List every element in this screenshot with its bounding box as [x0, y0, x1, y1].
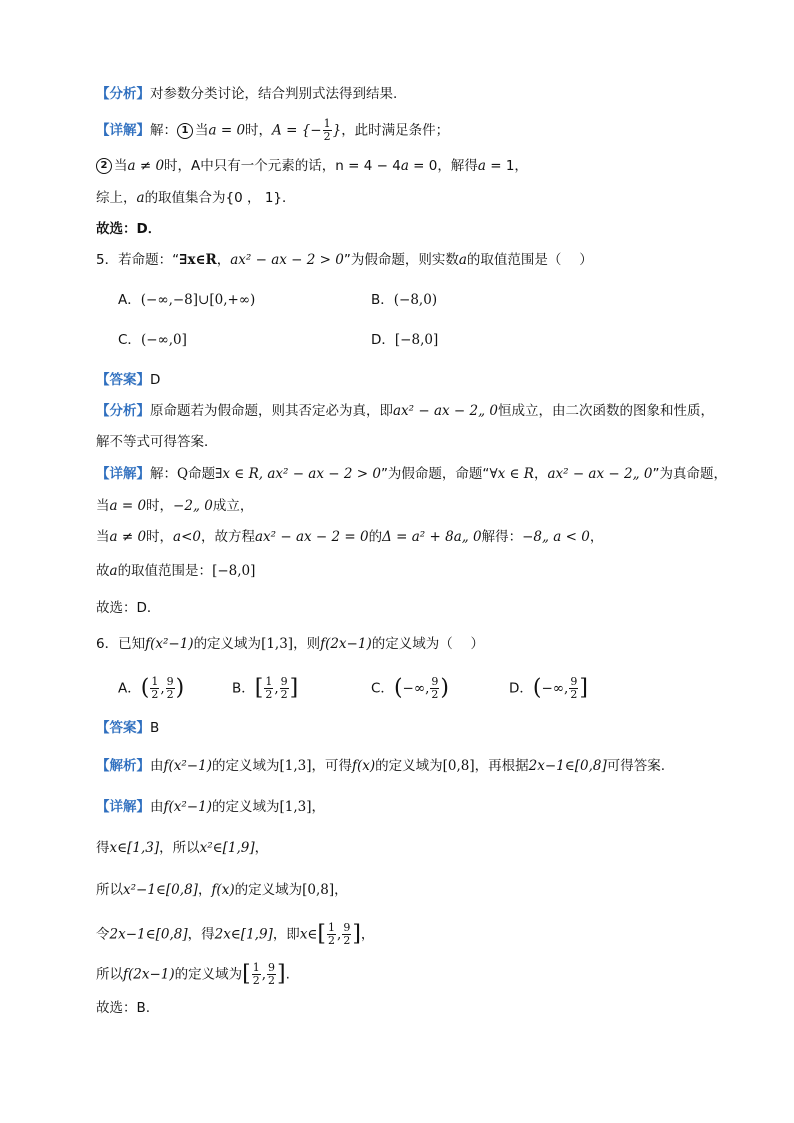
q4-case2-math-f: a: [477, 158, 486, 174]
q4-analysis-text: 对参数分类讨论，结合判别式法得到结果.: [150, 86, 398, 102]
fraction: [267, 962, 276, 987]
q4-case2-math-b: a ≠ 0: [127, 158, 165, 174]
q5-an0-f: ax² − ax − 2 = 0: [255, 529, 369, 545]
q6-stem-a: 6．已知: [96, 636, 146, 652]
option-fraction-1: [264, 676, 273, 701]
q4-case1-set-close: }: [332, 122, 342, 139]
option-bracket-right: ]: [289, 675, 299, 701]
q6-jiexi-b: f(x²−1): [163, 758, 212, 774]
q5-stem-g: 的取值范围是（ ）: [466, 252, 593, 268]
q6-d1-a: 由: [150, 799, 164, 815]
q5-a0-e: 成立，: [212, 498, 254, 514]
q6-d1-b: f(x²−1): [163, 799, 212, 815]
q6-d3-d: f(x): [211, 882, 235, 898]
q6-stem-h: (2x−1): [325, 636, 372, 652]
option-label: D．: [371, 332, 395, 348]
option-fraction-2: [280, 676, 289, 701]
option-bracket-left: [: [254, 675, 264, 701]
bracket-left: [: [317, 921, 327, 947]
q6-stem: [96, 634, 484, 654]
option-separator: ,: [274, 680, 279, 697]
fraction-numerator: 9: [343, 921, 351, 934]
comma: ,: [261, 966, 267, 983]
q5-detail-g: ，: [533, 466, 548, 482]
q5-range-line: [96, 561, 255, 581]
q5-a0-a: 当: [96, 498, 110, 514]
q5-detail-line-2: [96, 496, 253, 516]
q6-d4-g: ，: [360, 926, 375, 943]
q4-summary-b: a: [136, 190, 145, 206]
q6-d3-e: 的定义域为: [234, 882, 303, 898]
q5-a0-d: −2„ 0: [173, 498, 213, 514]
q5-answer-value: D: [150, 372, 161, 388]
q4-detail-line-1: [96, 118, 449, 143]
q5-an0-j: −8„ a < 0: [522, 529, 590, 545]
bracket-right: ]: [352, 921, 361, 947]
option-fraction-2: [430, 676, 439, 701]
q6-jiexi-line: [96, 756, 665, 776]
q5-stem-b: ∃x∈R: [179, 252, 217, 268]
q5-an0-g: 的: [368, 529, 383, 545]
q5-analysis-a: 原命题若为假命题，则其否定必为真，即: [150, 403, 393, 419]
comma: ,: [337, 926, 342, 943]
fraction-numerator: 9: [268, 961, 276, 974]
q6-detail-line-5: [96, 962, 290, 987]
q5-detail-a: 解：: [150, 466, 177, 482]
q5-an0-e: ，故方程: [201, 529, 255, 545]
q6-option-c[interactable]: [371, 676, 449, 701]
fraction-numerator: 9: [166, 675, 174, 688]
q6-stem-c: (x²−1): [150, 636, 194, 652]
q6-stem-f: ，则: [293, 636, 321, 652]
q6-d3-c: ，: [197, 882, 212, 898]
q5-stem-c: ，: [216, 252, 231, 268]
option-prefix: −∞,: [541, 680, 569, 697]
q5-detail-line-3: [96, 527, 603, 547]
q6-stem-g: f: [320, 636, 326, 652]
q4-case1-fraction: [323, 118, 332, 143]
q6-stem-b: f: [145, 636, 151, 652]
option-bracket-right: ]: [579, 675, 588, 701]
analysis-tag: 【分析】: [96, 86, 150, 102]
q6-detail-line-3: [96, 880, 348, 900]
q5-range-b: a: [109, 563, 118, 579]
q6-option-a[interactable]: [118, 676, 184, 701]
option-label: B．: [371, 292, 394, 308]
detail-tag: 【详解】: [96, 799, 150, 815]
q4-case1-text-a: 当: [195, 122, 209, 139]
q6-stem-d: 的定义域为: [193, 636, 262, 652]
q4-case1-text-c: 时，: [245, 122, 273, 139]
q6-d4-c: ，得: [187, 926, 215, 943]
q6-jiexi-j: 2x−1∈[0,8]: [528, 758, 607, 774]
detail-tag: 【详解】: [96, 122, 150, 139]
q4-choose: 故选：D．: [96, 221, 162, 237]
q6-d2-e: ，: [254, 840, 269, 856]
q4-case2-text-g: = 1，: [485, 158, 528, 174]
q6-jiexi-k: 可得答案.: [606, 758, 666, 774]
q5-range-a: 故: [96, 563, 110, 579]
fraction-numerator: 1: [252, 961, 260, 974]
q5-stem-d: ax² − ax − 2 > 0: [230, 252, 344, 268]
q6-detail-line-4: [96, 922, 374, 947]
q5-analysis-b: ax² − ax − 2„ 0: [393, 403, 498, 419]
jiexi-tag: 【解析】: [96, 758, 150, 774]
q4-detail-intro: 解：: [150, 122, 177, 139]
fraction-denominator: 2: [343, 934, 351, 947]
q5-detail-d: ∃x ∈ R, ax² − ax − 2 > 0: [215, 466, 381, 482]
q6-d2-a: 得: [96, 840, 110, 856]
fraction-denominator: 2: [265, 688, 273, 701]
q4-case2-text-c: 时，A中只有一个元素的话，n = 4 − 4: [164, 158, 401, 174]
q4-summary-line: [96, 188, 296, 208]
fraction-numerator: 9: [280, 675, 288, 688]
q6-d3-b: x²−1∈[0,8]: [123, 882, 198, 898]
bracket-left: [: [242, 961, 251, 987]
option-bracket-right: ): [440, 675, 449, 701]
option-fraction-2: [569, 676, 578, 701]
q6-jiexi-e: ，可得: [311, 758, 352, 774]
q6-d1-d: [1,3]: [279, 799, 312, 815]
q6-jiexi-f: f(x): [351, 758, 376, 774]
q6-choose: 故选：B.: [96, 1000, 151, 1016]
q5-option-c[interactable]: [118, 330, 187, 350]
q6-jiexi-g: 的定义域为: [375, 758, 443, 774]
q5-detail-i: ”为真命题，: [652, 466, 727, 482]
q6-detail-line-2: [96, 838, 268, 858]
q6-d2-b: x∈[1,3]: [109, 840, 160, 856]
q6-jiexi-c: 的定义域为: [211, 758, 280, 774]
option-bracket-left: (: [140, 675, 150, 701]
q5-stem: [96, 250, 593, 270]
fraction-denominator: 2: [323, 130, 331, 143]
answer-tag: 【答案】: [96, 372, 150, 388]
q5-detail-line-1: [96, 464, 727, 484]
option-prefix: −∞,: [402, 680, 430, 697]
option-label: A．: [118, 680, 141, 697]
q5-an0-d: a<0: [173, 529, 201, 545]
q5-detail-c: 命题: [188, 466, 216, 482]
q6-d4-a: 令: [96, 926, 110, 943]
q5-detail-b: Q: [177, 466, 189, 482]
q6-d5-a: 所以: [96, 966, 123, 983]
analysis-tag: 【分析】: [96, 403, 150, 419]
option-fraction-1: [150, 676, 159, 701]
q6-d2-c: ，所以: [159, 840, 200, 856]
q5-option-a[interactable]: [118, 290, 255, 310]
q4-detail-line-2: [96, 156, 528, 176]
q6-jiexi-a: 由: [150, 758, 164, 774]
q6-d1-e: ，: [311, 799, 325, 815]
detail-tag: 【详解】: [96, 466, 150, 482]
q4-summary-a: 综上，: [96, 190, 137, 206]
q4-case1-math-a: a = 0: [208, 122, 246, 139]
q6-d4-f: x∈: [299, 926, 318, 943]
fraction-denominator: 2: [252, 974, 260, 987]
fraction-numerator: 1: [265, 675, 273, 688]
q4-case1-set-open: A = {−: [272, 122, 322, 139]
q5-analysis-line-2: 解不等式可得答案．: [96, 434, 218, 450]
q4-case1-text-f: ，此时满足条件；: [341, 122, 450, 139]
fraction-denominator: 2: [328, 934, 336, 947]
fraction: [252, 962, 261, 987]
q6-d3-f: [0,8]: [302, 882, 335, 898]
q6-d2-d: x²∈[1,9]: [199, 840, 255, 856]
fraction-numerator: 9: [570, 675, 578, 688]
option-value: (−∞,0]: [140, 332, 187, 348]
option-fraction-2: [166, 676, 175, 701]
option-bracket-right: ): [175, 675, 185, 701]
q6-d4-b: 2x−1∈[0,8]: [109, 926, 188, 943]
option-bracket-left: (: [532, 675, 542, 701]
fraction: [342, 922, 351, 947]
q6-d3-g: ，: [334, 882, 348, 898]
circled-number-2: 2: [96, 158, 112, 174]
q5-stem-e: ”为假命题，则实数: [343, 252, 459, 268]
option-label: C．: [118, 332, 141, 348]
q6-jiexi-h: [0,8]: [442, 758, 475, 774]
q6-jiexi-d: [1,3]: [279, 758, 312, 774]
q5-option-b[interactable]: [371, 290, 437, 310]
option-value: [−8,0]: [394, 332, 439, 348]
q4-case2-text-e: = 0，解得: [408, 158, 478, 174]
q6-answer-line: [96, 718, 159, 738]
fraction-numerator: 1: [151, 675, 159, 688]
fraction-denominator: 2: [431, 688, 439, 701]
fraction-numerator: 1: [323, 117, 331, 130]
q5-detail-h: ax² − ax − 2„ 0: [547, 466, 653, 482]
q5-answer-line: [96, 370, 160, 390]
q4-analysis-line: [96, 84, 397, 104]
q5-range-d: [−8,0]: [212, 563, 256, 579]
fraction-numerator: 9: [431, 675, 439, 688]
option-bracket-left: (: [393, 675, 403, 701]
answer-tag: 【答案】: [96, 720, 150, 736]
q5-stem-f: a: [458, 252, 467, 268]
fraction-numerator: 1: [328, 921, 336, 934]
option-label: D．: [509, 680, 533, 697]
q6-stem-e: [1,3]: [261, 636, 294, 652]
fraction-denominator: 2: [570, 688, 578, 701]
option-separator: ,: [160, 680, 165, 697]
q6-d3-a: 所以: [96, 882, 123, 898]
q6-jiexi-i: ，再根据: [474, 758, 529, 774]
q5-an0-a: 当: [96, 529, 110, 545]
q5-analysis-line-1: [96, 401, 714, 421]
fraction: [327, 922, 336, 947]
q4-case2-text-a: 当: [114, 158, 128, 174]
q5-a0-b: a = 0: [109, 498, 147, 514]
q5-stem-a: 5．若命题：“: [96, 252, 180, 268]
q6-option-d[interactable]: [509, 676, 588, 701]
q5-an0-i: 解得：: [481, 529, 523, 545]
fraction-denominator: 2: [166, 688, 174, 701]
fraction-denominator: 2: [280, 688, 288, 701]
q6-d5-b: f(2x−1): [123, 966, 175, 983]
option-value: (−∞,−8]∪[0,+∞): [140, 292, 256, 308]
bracket-right: ]: [277, 961, 286, 987]
q6-d4-d: 2x∈[1,9]: [214, 926, 273, 943]
q5-an0-b: a ≠ 0: [109, 529, 147, 545]
q4-case2-math-d: a: [400, 158, 409, 174]
option-label: C．: [371, 680, 394, 697]
q4-summary-c: 的取值集合为{0 ， 1}．: [144, 190, 296, 206]
q5-analysis-c: 恒成立，由二次函数的图象和性质，: [498, 403, 714, 419]
q6-d4-e: ，即: [272, 926, 300, 943]
fraction-denominator: 2: [151, 688, 159, 701]
q6-d5-d: .: [285, 966, 290, 983]
q6-d1-c: 的定义域为: [211, 799, 280, 815]
q6-answer-value: B: [150, 720, 160, 736]
fraction-denominator: 2: [268, 974, 276, 987]
q5-detail-e: ”为假命题，命题“: [380, 466, 490, 482]
option-value: (−8,0): [393, 292, 438, 308]
q5-an0-k: ，: [589, 529, 604, 545]
q6-option-b[interactable]: [232, 676, 298, 701]
q5-a0-c: 时，: [146, 498, 174, 514]
q5-an0-c: 时，: [146, 529, 174, 545]
q5-an0-h: Δ = a² + 8a„ 0: [382, 529, 482, 545]
q5-option-d[interactable]: [371, 330, 438, 350]
q5-choose: 故选：D．: [96, 600, 161, 616]
q6-stem-i: 的定义域为（ ）: [371, 636, 485, 652]
q5-range-c: 的取值范围是：: [117, 563, 213, 579]
q6-detail-line-1: [96, 797, 325, 817]
option-label: A．: [118, 292, 141, 308]
circled-number-1: 1: [177, 123, 193, 139]
q5-detail-f: ∀x ∈ R: [489, 466, 534, 482]
q6-d5-c: 的定义域为: [174, 966, 243, 983]
option-label: B．: [232, 680, 255, 697]
